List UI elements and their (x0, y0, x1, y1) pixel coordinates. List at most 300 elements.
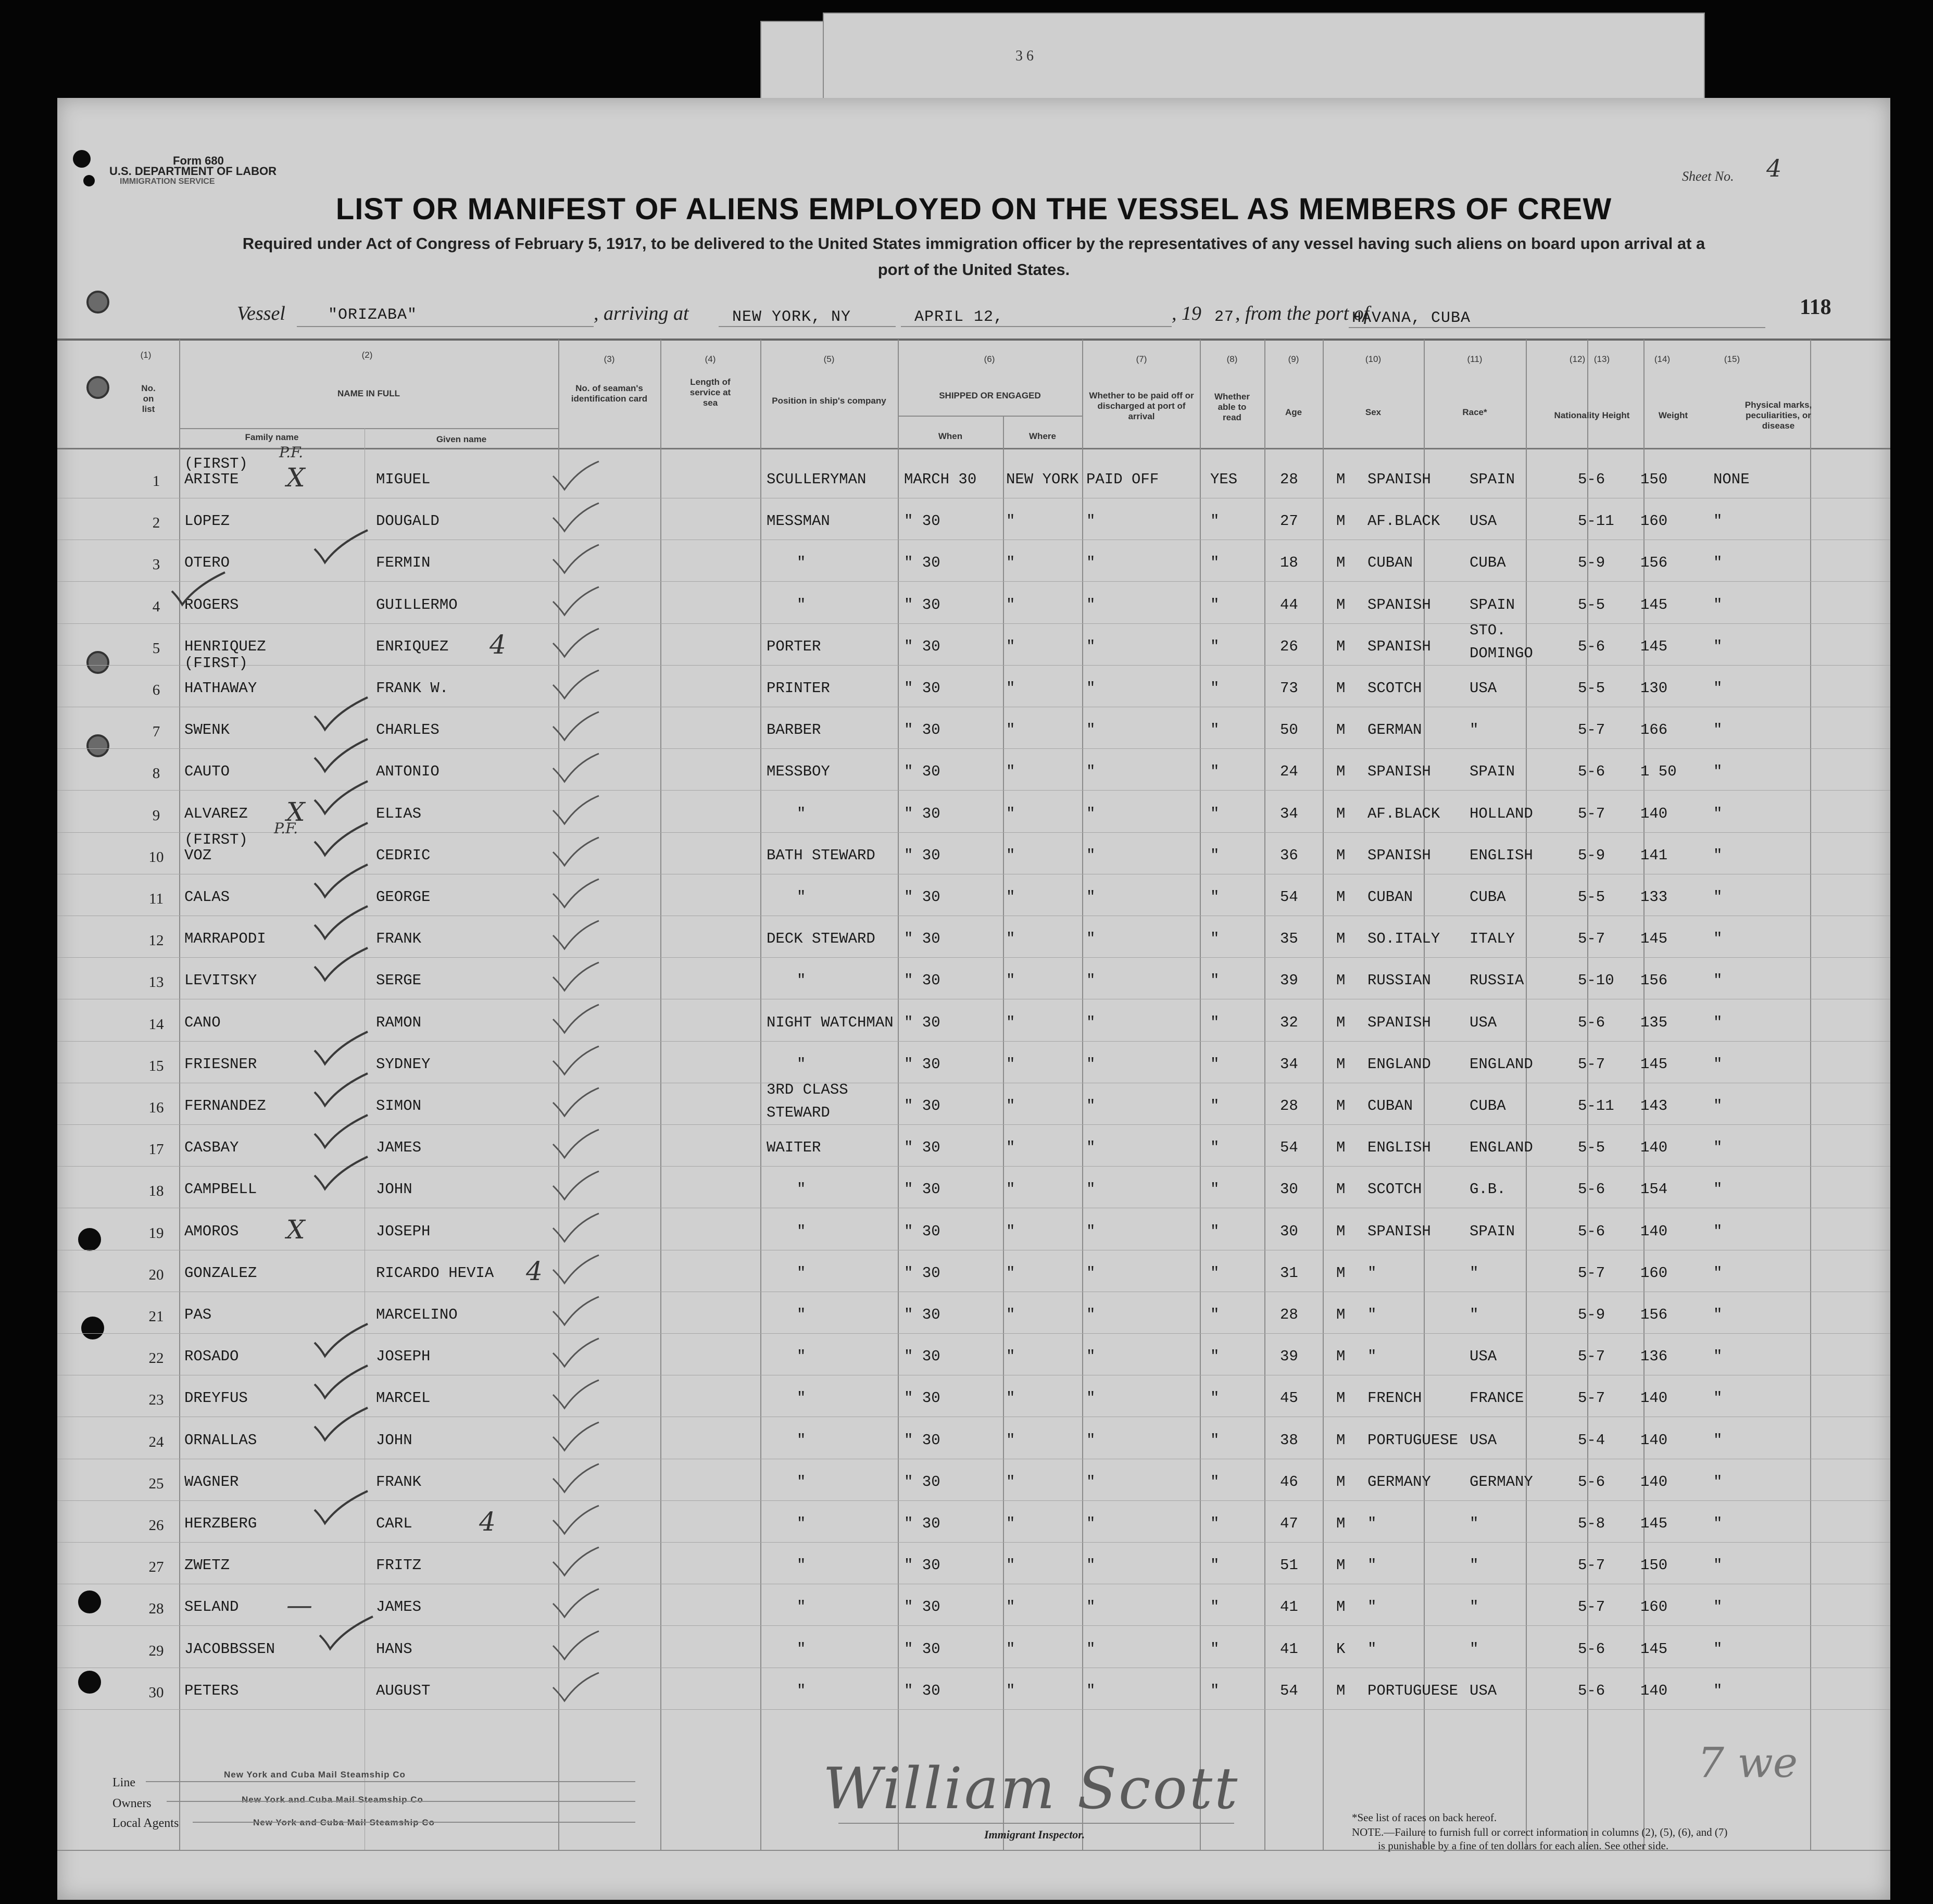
cell-height: 5-10 (1578, 972, 1614, 989)
arrival-date: APRIL 12, (914, 308, 1004, 326)
row-number: 6 (152, 682, 160, 698)
cell-race: " (1367, 1264, 1377, 1282)
cell-weight: 145 (1640, 1515, 1668, 1532)
cell-where: " (1006, 972, 1015, 989)
form-number: Form 680 (173, 154, 224, 167)
cell-given: HANS (376, 1640, 412, 1658)
cell-when: " 30 (904, 637, 940, 655)
row-number: 12 (148, 932, 164, 949)
row-divider (57, 1709, 1890, 1710)
column-divider (1264, 340, 1265, 1850)
cell-given: CARL (376, 1515, 412, 1532)
cell-age: 32 (1280, 1013, 1298, 1031)
handwritten-mark: 4 (479, 1507, 496, 1537)
cell-nationality: USA (1470, 1431, 1497, 1449)
cell-where: " (1006, 888, 1015, 906)
cell-paid: " (1086, 1431, 1096, 1449)
cell-height: 5-9 (1578, 846, 1605, 864)
arriving-label: , arriving at (594, 303, 689, 324)
cell-when: " 30 (904, 1682, 940, 1699)
id-card-check-icon (551, 544, 600, 575)
cell-read: " (1210, 637, 1220, 655)
col-4-header: Length of service at sea (689, 377, 731, 408)
footer-underline (167, 1801, 635, 1802)
cell-race: SPANISH (1367, 596, 1431, 613)
cell-sex: M (1336, 680, 1346, 697)
cell-paid: " (1086, 1264, 1096, 1282)
cell-height: 5-7 (1578, 805, 1605, 822)
vessel-name: "ORIZABA" (328, 306, 418, 324)
cell-marks: " (1713, 1682, 1723, 1699)
cell-sex: M (1336, 1473, 1346, 1490)
row-number: 10 (148, 848, 164, 866)
cell-weight: 140 (1640, 1139, 1668, 1157)
cell-nationality: SPAIN (1470, 596, 1515, 613)
handwritten-mark: X (286, 462, 305, 493)
col-14-number: (14) (1654, 354, 1671, 364)
cell-race: SCOTCH (1367, 680, 1422, 697)
cell-read: " (1210, 805, 1220, 822)
cell-family: ALVAREZ (184, 805, 248, 822)
cell-when: " 30 (904, 888, 940, 906)
cell-nationality: USA (1470, 512, 1497, 530)
cell-where: " (1006, 596, 1015, 613)
cell-given: RAMON (376, 1013, 422, 1031)
pencil-check-icon (312, 904, 370, 941)
binder-hole (86, 734, 109, 757)
row-number: 26 (148, 1517, 164, 1534)
cell-where: " (1006, 1348, 1015, 1366)
cell-given: DOUGALD (376, 512, 440, 530)
cell-position: " (797, 1640, 806, 1658)
cell-family: HENRIQUEZ (184, 637, 266, 655)
id-card-check-icon (551, 1337, 600, 1369)
cell-marks: " (1713, 680, 1723, 697)
cell-when: " 30 (904, 930, 940, 948)
cell-family: SELAND (184, 1598, 239, 1616)
owners-label: Owners (112, 1797, 152, 1810)
cell-where: " (1006, 1222, 1015, 1240)
cell-race: PORTUGUESE (1367, 1431, 1459, 1449)
cell-weight: 140 (1640, 1222, 1668, 1240)
cell-age: 44 (1280, 596, 1298, 613)
cell-given: RICARDO HEVIA (376, 1264, 494, 1282)
cell-sex: M (1336, 1306, 1346, 1323)
cell-position: " (797, 1389, 806, 1407)
cell-when: " 30 (904, 554, 940, 572)
cell-given: JAMES (376, 1598, 422, 1616)
cell-age: 54 (1280, 1682, 1298, 1699)
cell-height: 5-11 (1578, 1097, 1614, 1114)
cell-paid: " (1086, 763, 1096, 781)
cell-height: 5-8 (1578, 1515, 1605, 1532)
col-7-number: (7) (1136, 354, 1147, 364)
handwritten-mark: 4 (489, 629, 506, 660)
failure-note: NOTE.—Failure to furnish full or correct information in columns (2), (5), (6), and (7) (1352, 1826, 1728, 1838)
cell-position: " (797, 888, 806, 906)
cell-sex: M (1336, 1557, 1346, 1574)
cell-nationality: ENGLAND (1470, 1055, 1533, 1073)
cell-when: " 30 (904, 846, 940, 864)
cell-read: " (1210, 1181, 1220, 1198)
cell-read: " (1210, 596, 1220, 613)
cell-when: " 30 (904, 1431, 940, 1449)
cell-family: ZWETZ (184, 1557, 230, 1574)
cell-marks: " (1713, 1055, 1723, 1073)
pencil-check-icon (312, 1489, 370, 1525)
cell-weight: 140 (1640, 805, 1668, 822)
cell-where: NEW YORK (1006, 471, 1079, 488)
manifest-page (57, 98, 1890, 1900)
cell-nationality: " (1470, 1264, 1479, 1282)
cell-weight: 156 (1640, 972, 1668, 989)
cell-read: " (1210, 554, 1220, 572)
column-divider (1810, 340, 1811, 1850)
cell-family: CASBAY (184, 1139, 239, 1157)
pencil-check-icon (312, 1155, 370, 1191)
cell-when: " 30 (904, 1181, 940, 1198)
cell-when: " 30 (904, 1557, 940, 1574)
cell-race: GERMAN (1367, 721, 1422, 739)
cell-given: AUGUST (376, 1682, 431, 1699)
row-number: 22 (148, 1350, 164, 1367)
service: IMMIGRATION SERVICE (120, 177, 215, 186)
cell-family: DREYFUS (184, 1389, 248, 1407)
cell-position: " (797, 1181, 806, 1198)
id-card-check-icon (551, 920, 600, 951)
cell-nationality: " (1470, 1640, 1479, 1658)
cell-age: 18 (1280, 554, 1298, 572)
pencil-check-icon (312, 1071, 370, 1108)
cell-race: ENGLISH (1367, 1139, 1431, 1157)
cell-height: 5-11 (1578, 512, 1614, 530)
id-card-check-icon (551, 1004, 600, 1035)
row-number: 1 (152, 473, 160, 490)
col-2-family-header: Family name (245, 432, 299, 442)
cell-position: " (797, 1598, 806, 1616)
cell-when: " 30 (904, 1515, 940, 1532)
corner-handwritten-note: 7 we (1698, 1738, 1798, 1787)
cell-height: 5-7 (1578, 1598, 1605, 1616)
cell-weight: 145 (1640, 930, 1668, 948)
cell-family: MARRAPODI (184, 930, 266, 948)
cell-read: " (1210, 1055, 1220, 1073)
cell-marks: " (1713, 1557, 1723, 1574)
cell-position: BATH STEWARD (767, 846, 875, 864)
cell-marks: " (1713, 1515, 1723, 1532)
cell-weight: 140 (1640, 1473, 1668, 1490)
cell-where: " (1006, 846, 1015, 864)
cell-sex: M (1336, 1264, 1346, 1282)
col-10-header: Sex (1365, 407, 1382, 417)
id-card-check-icon (551, 1254, 600, 1285)
cell-nationality: SPAIN (1470, 1222, 1515, 1240)
cell-paid: " (1086, 1055, 1096, 1073)
cell-paid: " (1086, 1097, 1096, 1114)
cell-paid: " (1086, 1306, 1096, 1323)
cell-nationality: " (1470, 1515, 1479, 1532)
cell-nationality: SPAIN (1470, 763, 1515, 781)
cell-when: MARCH 30 (904, 471, 977, 488)
cell-paid: " (1086, 1598, 1096, 1616)
col-4-number: (4) (705, 354, 716, 364)
binder-hole (86, 291, 109, 314)
cell-height: 5-7 (1578, 1348, 1605, 1366)
cell-family: ROGERS (184, 596, 239, 613)
cell-age: 73 (1280, 680, 1298, 697)
cell-paid: " (1086, 554, 1096, 572)
cell-weight: 145 (1640, 596, 1668, 613)
cell-marks: " (1713, 763, 1723, 781)
id-card-check-icon (551, 878, 600, 909)
cell-family: ROSADO (184, 1348, 239, 1366)
cell-age: 41 (1280, 1598, 1298, 1616)
cell-weight: 145 (1640, 637, 1668, 655)
cell-read: " (1210, 1557, 1220, 1574)
cell-sex: M (1336, 846, 1346, 864)
cell-paid: " (1086, 596, 1096, 613)
cell-where: " (1006, 1139, 1015, 1157)
cell-read: " (1210, 1431, 1220, 1449)
cell-weight: 140 (1640, 1431, 1668, 1449)
id-card-check-icon (551, 1463, 600, 1494)
cell-where: " (1006, 1598, 1015, 1616)
cell-weight: 154 (1640, 1181, 1668, 1198)
cell-where: " (1006, 1055, 1015, 1073)
cell-family: HERZBERG (184, 1515, 257, 1532)
cell-position: " (797, 805, 806, 822)
cell-sex: M (1336, 1515, 1346, 1532)
cell-race: SCOTCH (1367, 1181, 1422, 1198)
cell-read: " (1210, 1389, 1220, 1407)
row-number: 3 (152, 556, 160, 573)
cell-weight: 160 (1640, 1598, 1668, 1616)
cell-family: OTERO (184, 554, 230, 572)
cell-height: 5-6 (1578, 637, 1605, 655)
cell-sex: M (1336, 972, 1346, 989)
vessel-label: Vessel (237, 303, 285, 324)
row-number: 30 (148, 1684, 164, 1701)
col-9-number: (9) (1288, 354, 1299, 364)
cell-race: RUSSIAN (1367, 972, 1431, 989)
cell-family: WAGNER (184, 1473, 239, 1490)
column-divider (898, 340, 899, 1850)
col-5-number: (5) (823, 354, 835, 364)
cell-position: " (797, 596, 806, 613)
cell-marks: " (1713, 1139, 1723, 1157)
cell-marks: " (1713, 1598, 1723, 1616)
cell-race: CUBAN (1367, 888, 1413, 906)
cell-nationality: USA (1470, 680, 1497, 697)
cell-height: 5-6 (1578, 1473, 1605, 1490)
cell-where: " (1006, 1431, 1015, 1449)
cell-height: 5-6 (1578, 471, 1605, 488)
cell-weight: 135 (1640, 1013, 1668, 1031)
cell-race: SPANISH (1367, 637, 1431, 655)
id-card-check-icon (551, 669, 600, 700)
column-divider (1003, 416, 1004, 1850)
cell-family: AMOROS (184, 1222, 239, 1240)
cell-given: SERGE (376, 972, 422, 989)
cell-paid: " (1086, 1515, 1096, 1532)
cell-nationality: " (1470, 721, 1479, 739)
row-number: 14 (148, 1016, 164, 1033)
pencil-check-icon (312, 1030, 370, 1066)
line-stamp: New York and Cuba Mail Steamship Co (224, 1770, 406, 1780)
cell-age: 54 (1280, 888, 1298, 906)
cell-family: FRIESNER (184, 1055, 257, 1073)
row-number: 19 (148, 1224, 164, 1242)
cell-race: SPANISH (1367, 1013, 1431, 1031)
footer-underline (193, 1822, 635, 1823)
cell-marks: " (1713, 972, 1723, 989)
cell-marks: " (1713, 721, 1723, 739)
underline (297, 326, 594, 327)
cell-nationality: ITALY (1470, 930, 1515, 948)
cell-given: ANTONIO (376, 763, 440, 781)
cell-age: 26 (1280, 637, 1298, 655)
cell-weight: 160 (1640, 512, 1668, 530)
cell-given: FRANK (376, 930, 422, 948)
id-card-check-icon (551, 1296, 600, 1327)
sheet-number: 4 (1766, 154, 1782, 182)
cell-marks: NONE (1713, 471, 1750, 488)
cell-read: " (1210, 1348, 1220, 1366)
row-divider (57, 581, 1890, 582)
cell-sex: M (1336, 1598, 1346, 1616)
cell-weight: 156 (1640, 1306, 1668, 1323)
races-note: *See list of races on back hereof. (1352, 1811, 1497, 1824)
cell-paid: " (1086, 846, 1096, 864)
underline (901, 326, 1172, 327)
cell-nationality: CUBA (1470, 1097, 1506, 1114)
id-card-check-icon (551, 628, 600, 659)
cell-age: 31 (1280, 1264, 1298, 1282)
cell-height: 5-5 (1578, 680, 1605, 697)
handwritten-mark: X (286, 1214, 305, 1245)
sheet-label: Sheet No. (1682, 169, 1734, 184)
pencil-check-icon (312, 1363, 370, 1400)
cell-nationality: " (1470, 1598, 1479, 1616)
cell-sex: K (1336, 1640, 1346, 1658)
cell-read: " (1210, 1097, 1220, 1114)
cell-family: FERNANDEZ (184, 1097, 266, 1114)
subtitle-line2: port of the United States. (877, 260, 1070, 279)
id-card-check-icon (551, 1546, 600, 1577)
cell-where: " (1006, 1013, 1015, 1031)
cell-when: " 30 (904, 1264, 940, 1282)
cell-weight: 136 (1640, 1348, 1668, 1366)
handwritten-initials: P.F. (279, 444, 304, 461)
cell-read: " (1210, 1139, 1220, 1157)
table-top-border (57, 339, 1890, 341)
column-divider (660, 340, 661, 1850)
cell-read: " (1210, 1222, 1220, 1240)
id-card-check-icon (551, 1672, 600, 1703)
cell-weight: 150 (1640, 1557, 1668, 1574)
cell-height: 5-7 (1578, 930, 1605, 948)
pencil-check-icon (312, 737, 370, 773)
cell-position: MESSMAN (767, 512, 830, 530)
cell-where: " (1006, 1306, 1015, 1323)
cell-marks: " (1713, 512, 1723, 530)
col-1-header: No. on list (141, 383, 156, 414)
cell-where: " (1006, 680, 1015, 697)
col-12-header: Nationality (1554, 410, 1600, 420)
binder-hole (86, 376, 109, 399)
binder-hole (86, 651, 109, 674)
cell-position: " (797, 1431, 806, 1449)
cell-marks: " (1713, 1473, 1723, 1490)
cell-given: GUILLERMO (376, 596, 458, 613)
cell-nationality: " (1470, 1306, 1479, 1323)
row-number: 18 (148, 1183, 164, 1200)
cell-when: " 30 (904, 1389, 940, 1407)
cell-race: FRENCH (1367, 1389, 1422, 1407)
cell-given: JOSEPH (376, 1222, 431, 1240)
cell-race: " (1367, 1640, 1377, 1658)
row-number: 16 (148, 1099, 164, 1116)
cell-given: CHARLES (376, 721, 440, 739)
cell-race: SPANISH (1367, 471, 1431, 488)
cell-given: CEDRIC (376, 846, 431, 864)
cell-race: SPANISH (1367, 846, 1431, 864)
cell-sex: M (1336, 1682, 1346, 1699)
id-card-check-icon (551, 795, 600, 826)
row-divider (57, 1542, 1890, 1543)
col-11-header: Race* (1462, 407, 1487, 417)
cell-nationality: CUBA (1470, 888, 1506, 906)
cell-weight: 156 (1640, 554, 1668, 572)
cell-read: " (1210, 721, 1220, 739)
column-divider (1082, 340, 1083, 1850)
cell-sex: M (1336, 1348, 1346, 1366)
cell-race: GERMANY (1367, 1473, 1431, 1490)
cell-height: 5-6 (1578, 763, 1605, 781)
cell-nationality: GERMANY (1470, 1473, 1533, 1490)
cell-where: " (1006, 1181, 1015, 1198)
id-card-check-icon (551, 1170, 600, 1201)
cell-position: " (797, 1515, 806, 1532)
cell-where: " (1006, 1515, 1015, 1532)
cell-read: " (1210, 1640, 1220, 1658)
id-card-check-icon (551, 753, 600, 784)
col-3-number: (3) (604, 354, 615, 364)
cell-paid: " (1086, 1181, 1096, 1198)
cell-paid: " (1086, 721, 1096, 739)
col-12-number: (12) (1569, 354, 1586, 364)
cell-paid: " (1086, 680, 1096, 697)
cell-where: " (1006, 1097, 1015, 1114)
cell-paid: " (1086, 972, 1096, 989)
cell-when: " 30 (904, 1222, 940, 1240)
cell-where: " (1006, 637, 1015, 655)
cell-sex: M (1336, 1222, 1346, 1240)
cell-family: CANO (184, 1013, 221, 1031)
cell-where: " (1006, 554, 1015, 572)
id-card-check-icon (551, 1087, 600, 1118)
cell-position: MESSBOY (767, 763, 830, 781)
row-number: 27 (148, 1559, 164, 1576)
cell-when: " 30 (904, 1055, 940, 1073)
cell-paid: PAID OFF (1086, 471, 1159, 488)
cell-when: " 30 (904, 763, 940, 781)
handwritten-mark: X (286, 796, 305, 827)
cell-age: 47 (1280, 1515, 1298, 1532)
underline (719, 326, 896, 327)
col-2-given-header: Given name (436, 434, 487, 444)
cell-family: JACOBBSSEN (184, 1640, 275, 1658)
